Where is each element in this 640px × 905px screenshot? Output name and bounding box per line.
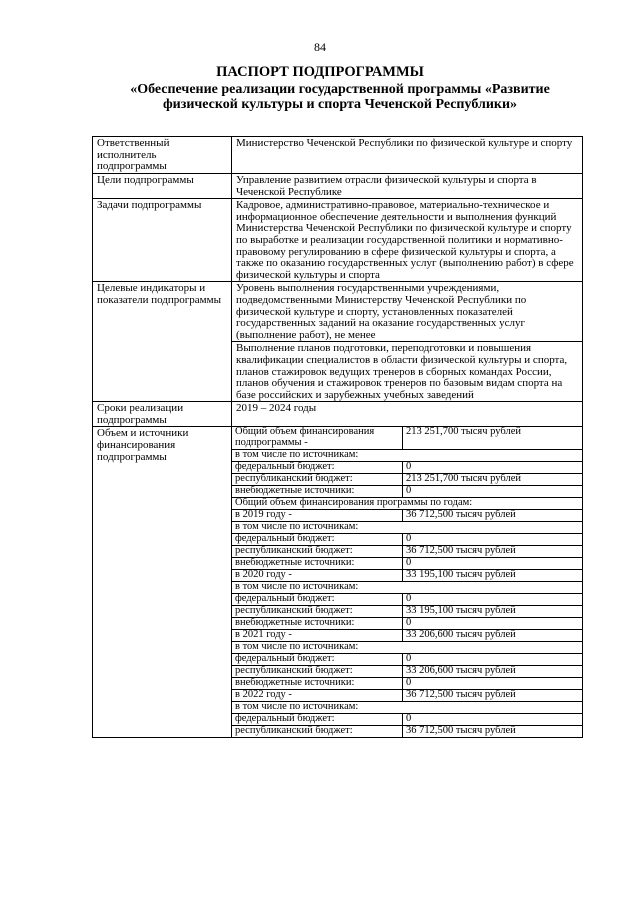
table-row [93, 137, 583, 174]
year-label: в 2022 году - [232, 689, 403, 701]
passport-table [92, 136, 583, 738]
offbudget-value: 0 [403, 557, 583, 569]
offbudget-label: внебюджетные источники: [232, 557, 403, 569]
offbudget-label: внебюджетные источники: [232, 677, 403, 689]
total-value: 213 251,700 тысяч рублей [403, 427, 583, 449]
offbudget-label: внебюджетные источники: [232, 617, 403, 629]
offbudget-value: 0 [403, 677, 583, 689]
incl-label: в том числе по источникам: [232, 449, 582, 461]
financing-cell [232, 427, 583, 737]
row-value-indicator-1: Уровень выполнения государственными учреждениями, подведомственными Министерству Чеченской Республики по физической культуре и спорту, установленных показателей государственных заданий на оказание государственных услуг (выполнение работ), не менее [232, 282, 583, 342]
table-row [93, 282, 583, 342]
federal-value: 0 [403, 713, 583, 725]
republic-label: республиканский бюджет: [232, 665, 403, 677]
federal-value: 0 [403, 593, 583, 605]
page-number: 84 [314, 40, 326, 54]
federal-label: федеральный бюджет: [232, 713, 403, 725]
by-years-label: Общий объем финансирования программы по годам: [232, 497, 582, 509]
row-value-indicator-2: Выполнение планов подготовки, переподготовки и повышения квалификации специалистов в области физической культуры и спорта, планов стажировок ведущих тренеров в сборных командах России, планов обучения и стажировок тренеров по базовым видам спорта на базе российских и зарубежных учебных заведений [232, 342, 583, 402]
row-label-executor: Ответственный исполнитель подпрограммы [93, 137, 232, 174]
offbudget-value: 0 [403, 617, 583, 629]
table-row [93, 174, 583, 199]
federal-label: федеральный бюджет: [232, 593, 403, 605]
republic-label: республиканский бюджет: [232, 725, 403, 737]
incl-label: в том числе по источникам: [232, 521, 582, 533]
year-label: в 2019 году - [232, 509, 403, 521]
federal-label: федеральный бюджет: [232, 653, 403, 665]
republic-value: 36 712,500 тысяч рублей [403, 545, 583, 557]
table-row [93, 427, 583, 737]
republic-label: республиканский бюджет: [232, 545, 403, 557]
incl-label: в том числе по источникам: [232, 581, 582, 593]
row-value-goals: Управление развитием отрасли физической культуры и спорта в Чеченской Республике [232, 174, 583, 199]
row-value-terms: 2019 – 2024 годы [232, 402, 583, 427]
federal-value: 0 [403, 461, 583, 473]
year-label: в 2021 году - [232, 629, 403, 641]
republic-label: республиканский бюджет: [232, 605, 403, 617]
federal-label: федеральный бюджет: [232, 461, 403, 473]
row-label-financing: Объем и источники финансирования подпрограммы [93, 427, 232, 737]
row-label-terms: Сроки реализации подпрограммы [93, 402, 232, 427]
republic-value: 36 712,500 тысяч рублей [403, 725, 583, 737]
row-label-tasks: Задачи подпрограммы [93, 199, 232, 282]
incl-label: в том числе по источникам: [232, 641, 582, 653]
year-value: 33 206,600 тысяч рублей [403, 629, 583, 641]
offbudget-label: внебюджетные источники: [232, 485, 403, 497]
republic-label: республиканский бюджет: [232, 473, 403, 485]
table-row [93, 402, 583, 427]
table-row [93, 199, 583, 282]
incl-label: в том числе по источникам: [232, 701, 582, 713]
federal-value: 0 [403, 653, 583, 665]
page-subtitle: «Обеспечение реализации государственной программы «Развитие физической культуры и спорта Чеченской Республики» [130, 82, 550, 112]
federal-label: федеральный бюджет: [232, 533, 403, 545]
row-value-executor: Министерство Чеченской Республики по физической культуре и спорту [232, 137, 583, 174]
year-value: 33 195,100 тысяч рублей [403, 569, 583, 581]
financing-table [232, 427, 582, 736]
row-label-indicators: Целевые индикаторы и показатели подпрограммы [93, 282, 232, 402]
offbudget-value: 0 [403, 485, 583, 497]
row-label-goals: Цели подпрограммы [93, 174, 232, 199]
total-label: Общий объем финансирования подпрограммы - [232, 427, 403, 449]
republic-value: 33 206,600 тысяч рублей [403, 665, 583, 677]
federal-value: 0 [403, 533, 583, 545]
row-value-tasks: Кадровое, административно-правовое, материально-техническое и информационное обеспечение деятельности и выполнения функций Министерства Чеченской Республики по физической культуре и спорту по выработке и реализации государственной политики и нормативно-правовому регулированию в сфере физической культуры и спорта, а также по оказанию государственных услуг (выполнению работ) в сфере физической культуры и спорта [232, 199, 583, 282]
year-label: в 2020 году - [232, 569, 403, 581]
year-value: 36 712,500 тысяч рублей [403, 509, 583, 521]
republic-value: 33 195,100 тысяч рублей [403, 605, 583, 617]
republic-value: 213 251,700 тысяч рублей [403, 473, 583, 485]
page-title: ПАСПОРТ ПОДПРОГРАММЫ [216, 64, 424, 80]
year-value: 36 712,500 тысяч рублей [403, 689, 583, 701]
